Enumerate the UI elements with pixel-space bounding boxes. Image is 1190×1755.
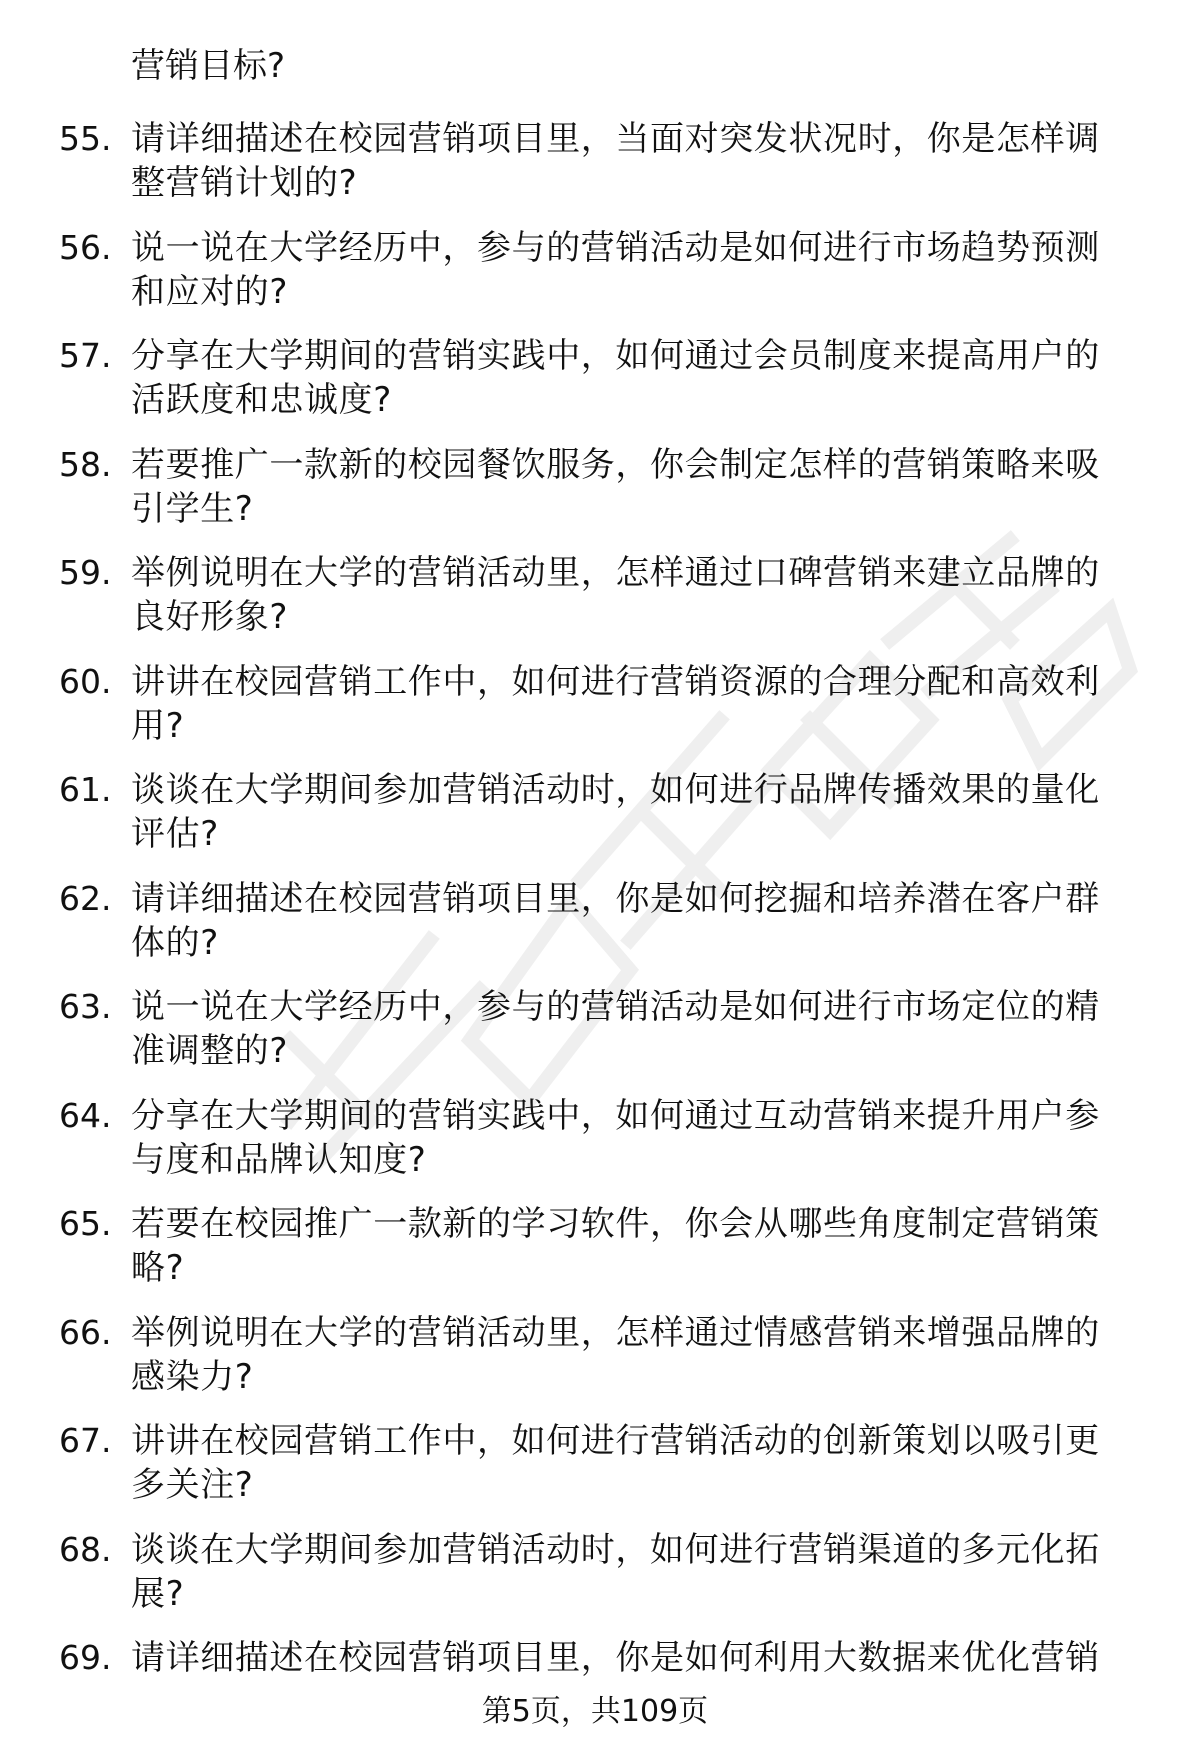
question-item-61	[0, 768, 1190, 877]
question-number: 63.	[59, 987, 112, 1026]
question-text-line-1: 说一说在大学经历中，参与的营销活动是如何进行市场定位的精	[131, 987, 1100, 1027]
question-item-62	[0, 877, 1190, 986]
question-text-line-1: 谈谈在大学期间参加营销活动时，如何进行营销渠道的多元化拓	[131, 1529, 1100, 1570]
question-text-line-2: 多关注?	[131, 1465, 254, 1505]
question-text-line-1: 讲讲在校园营销工作中，如何进行营销活动的创新策划以吸引更	[131, 1421, 1100, 1461]
question-text-line-1: 举例说明在大学的营销活动里，怎样通过情感营销来增强品牌的	[131, 1312, 1100, 1353]
question-item-60	[0, 660, 1190, 769]
question-text-line-2: 准调整的?	[131, 1031, 289, 1071]
question-text-line-1: 讲讲在校园营销工作中，如何进行营销资源的合理分配和高效利	[131, 661, 1100, 702]
question-text-line-2: 活跃度和忠诚度?	[131, 380, 392, 420]
question-text-line-2: 整营销计划的?	[131, 163, 358, 203]
question-text-line-1: 请详细描述在校园营销项目里，你是如何挖掘和培养潜在客户群	[131, 878, 1100, 919]
question-text-line-1: 若要在校园推广一款新的学习软件，你会从哪些角度制定营销策	[131, 1204, 1100, 1244]
question-text-line-2: 展?	[131, 1573, 185, 1614]
question-text-line-1: 举例说明在大学的营销活动里，怎样通过口碑营销来建立品牌的	[131, 553, 1100, 593]
question-item-63	[0, 985, 1190, 1094]
question-item-64	[0, 1094, 1190, 1203]
question-number: 55.	[59, 119, 112, 158]
question-number: 59.	[59, 553, 112, 592]
question-item-56	[0, 226, 1190, 335]
question-number: 68.	[59, 1529, 112, 1569]
question-text-line-2: 用?	[131, 705, 185, 746]
question-text-line-2: 引学生?	[131, 488, 254, 529]
question-text-line-2: 良好形象?	[131, 597, 289, 637]
question-item-59	[0, 551, 1190, 660]
question-number: 60.	[59, 661, 112, 701]
question-item-58	[0, 443, 1190, 552]
question-text-line-1: 说一说在大学经历中，参与的营销活动是如何进行市场趋势预测	[131, 227, 1100, 268]
question-text-line-1: 若要推广一款新的校园餐饮服务，你会制定怎样的营销策略来吸	[131, 444, 1100, 485]
question-text-line-2: 与度和品牌认知度?	[131, 1139, 427, 1180]
question-text-line-1: 请详细描述在校园营销项目里，你是如何利用大数据来优化营销	[131, 1638, 1100, 1678]
question-number: 64.	[59, 1095, 112, 1135]
question-item-57	[0, 334, 1190, 443]
question-text-line-1: 请详细描述在校园营销项目里，当面对突发状况时，你是怎样调	[131, 119, 1100, 159]
question-number: 58.	[59, 444, 112, 484]
question-text-line-1: 谈谈在大学期间参加营销活动时，如何进行品牌传播效果的量化	[131, 770, 1100, 810]
page-number-footer: 第5页，共109页	[481, 1694, 709, 1729]
question-text-line-2: 略?	[131, 1248, 185, 1288]
question-item-65	[0, 1202, 1190, 1311]
question-number: 61.	[59, 770, 112, 809]
continued-question-text: 营销目标?	[131, 46, 286, 86]
question-text-line-2: 感染力?	[131, 1356, 254, 1397]
question-number: 65.	[59, 1204, 112, 1243]
question-number: 67.	[59, 1421, 112, 1460]
question-text-line-1: 分享在大学期间的营销实践中，如何通过互动营销来提升用户参	[131, 1095, 1100, 1136]
question-number: 66.	[59, 1312, 112, 1352]
question-text-line-2: 评估?	[131, 814, 219, 854]
question-item-55	[0, 117, 1190, 226]
question-number: 62.	[59, 878, 112, 918]
question-item-66	[0, 1311, 1190, 1420]
question-list	[0, 117, 1190, 1745]
question-text-line-2: 体的?	[131, 922, 219, 963]
question-number: 69.	[59, 1638, 112, 1677]
question-number: 57.	[59, 336, 112, 375]
question-number: 56.	[59, 227, 112, 267]
question-item-67	[0, 1419, 1190, 1528]
question-item-68	[0, 1528, 1190, 1637]
question-text-line-1: 分享在大学期间的营销实践中，如何通过会员制度来提高用户的	[131, 336, 1100, 376]
question-text-line-2: 和应对的?	[131, 271, 289, 312]
